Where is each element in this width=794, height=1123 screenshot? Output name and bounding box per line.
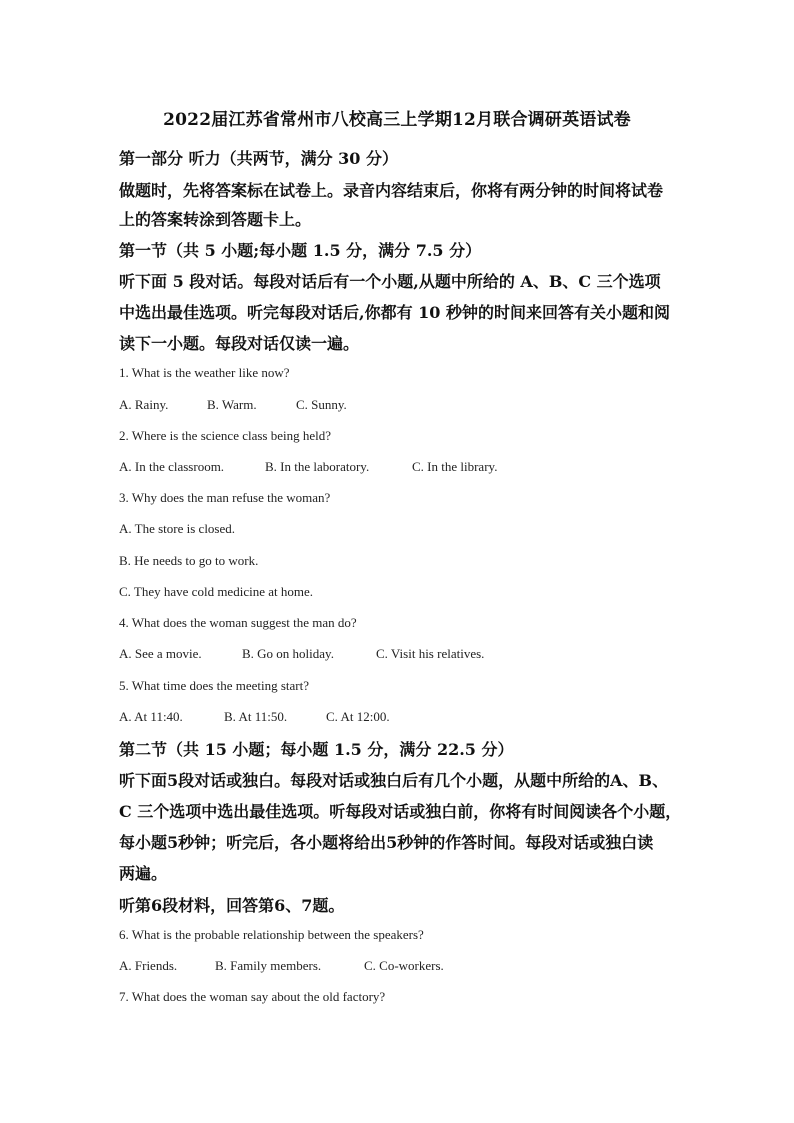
section1-instruction-line: 听下面 5 段对话。每段对话后有一个小题,从题中所给的 A、B、C 三个选项 (119, 272, 661, 291)
option-b: B. At 11:50. (224, 709, 288, 724)
option-c: C. Co-workers. (364, 958, 444, 973)
question-1-options (119, 397, 347, 413)
section1-instruction-line: 读下一小题。每段对话仅读一遍。 (119, 334, 360, 353)
option-b: B. Go on holiday. (242, 646, 334, 661)
section2-heading: 第二节（共 15 小题；每小题 1.5 分，满分 22.5 分） (119, 740, 514, 759)
question-4-options (119, 646, 484, 662)
section2-sub-heading: 听第6段材料，回答第6、7题。 (119, 896, 345, 915)
document-title: 2022届江苏省常州市八校高三上学期12月联合调研英语试卷 (163, 110, 631, 130)
part1-instruction-line: 上的答案转涂到答题卡上。 (119, 210, 312, 229)
option-a: A. The store is closed. (119, 521, 236, 536)
part1-instruction-line: 做题时，先将答案标在试卷上。录音内容结束后，你将有两分钟的时间将试卷 (119, 181, 664, 200)
question-2: 2. Where is the science class being held? (119, 428, 332, 443)
section2-instruction-line: 两遍。 (119, 864, 168, 883)
question-5-options (119, 709, 390, 725)
option-b: B. Family members. (215, 958, 322, 973)
option-a: A. Friends. (119, 958, 178, 973)
question-3: 3. Why does the man refuse the woman? (119, 490, 331, 505)
question-2-options (119, 459, 497, 475)
option-b: B. In the laboratory. (265, 459, 370, 474)
section2-instruction-line: 每小题5秒钟；听完后，各小题将给出5秒钟的作答时间。每段对话或独白读 (119, 833, 654, 852)
section1-heading: 第一节（共 5 小题;每小题 1.5 分，满分 7.5 分） (119, 241, 482, 260)
option-a: A. At 11:40. (119, 709, 183, 724)
question-7: 7. What does the woman say about the old factory? (119, 989, 386, 1004)
option-c: C. Visit his relatives. (376, 646, 485, 661)
question-1: 1. What is the weather like now? (119, 365, 290, 380)
option-c: C. At 12:00. (326, 709, 390, 724)
section2-instruction-line: C 三个选项中选出最佳选项。听每段对话或独白前，你将有时间阅读各个小题， (119, 802, 682, 821)
question-6-options (119, 958, 444, 974)
option-c: C. In the library. (412, 459, 498, 474)
option-a: A. Rainy. (119, 397, 169, 412)
option-c: C. Sunny. (296, 397, 347, 412)
part1-heading: 第一部分 听力（共两节，满分 30 分） (119, 149, 398, 168)
section1-instruction-line: 中选出最佳选项。听完每段对话后,你都有 10 秒钟的时间来回答有关小题和阅 (119, 303, 670, 322)
question-5: 5. What time does the meeting start? (119, 678, 310, 693)
option-a: A. See a movie. (119, 646, 202, 661)
option-a: A. In the classroom. (119, 459, 225, 474)
option-c: C. They have cold medicine at home. (119, 584, 313, 599)
option-b: B. He needs to go to work. (119, 553, 259, 568)
option-b: B. Warm. (207, 397, 257, 412)
question-6: 6. What is the probable relationship between the speakers? (119, 927, 424, 942)
question-4: 4. What does the woman suggest the man do? (119, 615, 357, 630)
section2-instruction-line: 听下面5段对话或独白。每段对话或独白后有几个小题，从题中所给的A、B、 (119, 771, 669, 790)
